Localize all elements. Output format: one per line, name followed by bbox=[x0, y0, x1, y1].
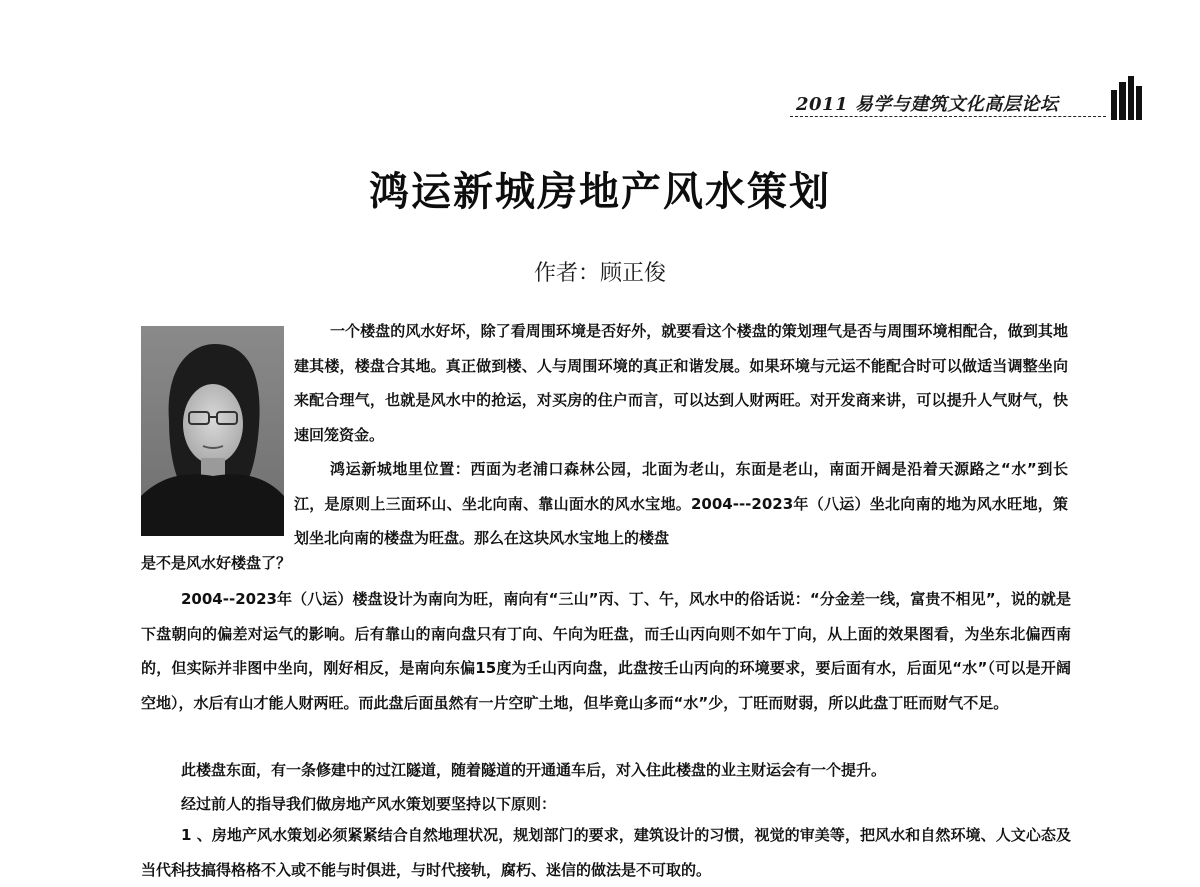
paragraph-location: 鸿运新城地里位置：西面为老浦口森林公园，北面为老山，东面是老山，南面开阔是沿着天源路之“水”到长江，是原则上三面环山、坐北向南、靠山面水的风水宝地。2004---2023年（八运）坐北向南的地为风水旺地，策划坐北向南的楼盘为旺盘。那么在这块风水宝地上的楼盘 bbox=[294, 460, 1068, 547]
paragraph-intro: 一个楼盘的风水好坏，除了看周围环境是否好外，就要看这个楼盘的策划理气是否与周围环境相配合，做到其地建其楼，楼盘合其地。真正做到楼、人与周围环境的真正和谐发展。如果环境与元运不能配合时可以做适当调整坐向来配合理气，也就是风水中的抢运，对买房的住户而言，可以达到人财两旺。对开发商来讲，可以提升人气财气，快速回笼资金。 bbox=[294, 322, 1068, 444]
paragraph-tunnel: 此楼盘东面，有一条修建中的过江隧道，随着隧道的开通通车后，对入住此楼盘的业主财运会有一个提升。 bbox=[181, 761, 887, 779]
building-bars-icon bbox=[1110, 76, 1144, 120]
author-portrait bbox=[141, 326, 284, 536]
header-dashed-rule bbox=[790, 116, 1106, 117]
header-title: 2011 易学与建筑文化高层论坛 bbox=[796, 94, 1059, 115]
running-header bbox=[790, 86, 1110, 122]
paragraph-principle-1: 1 、房地产风水策划必须紧紧结合自然地理状况，规划部门的要求，建筑设计的习惯，视觉的审美等，把风水和自然环境、人文心态及当代科技搞得格格不入或不能与时俱进，与时代接轨，腐朽、迷信的做法是不可取的。 bbox=[141, 826, 1071, 879]
article-author: 作者：顾正俊 bbox=[533, 261, 666, 286]
paragraph-principles-intro: 经过前人的指导我们做房地产风水策划要坚持以下原则： bbox=[181, 795, 557, 813]
paragraph-location-end: 是不是风水好楼盘了？ bbox=[141, 554, 292, 572]
article-title: 鸿运新城房地产风水策划 bbox=[369, 168, 831, 215]
paragraph-orientation: 2004--2023年（八运）楼盘设计为南向为旺，南向有“三山”丙、丁、午，风水中的俗话说：“分金差一线，富贵不相见”，说的就是下盘朝向的偏差对运气的影响。后有靠山的南向盘只有丁向、午向为旺盘，而壬山丙向则不如午丁向，从上面的效果图看，为坐东北偏西南的，但实际并非图中坐向，刚好相反，是南向东偏15度为壬山丙向盘，此盘按壬山丙向的环境要求，要后面有水，后面见“水”（可以是开阔空地），水后有山才能人财两旺。而此盘后面虽然有一片空旷土地，但毕竟山多而“水”少，丁旺而财弱，所以此盘丁旺而财气不足。 bbox=[141, 590, 1071, 712]
